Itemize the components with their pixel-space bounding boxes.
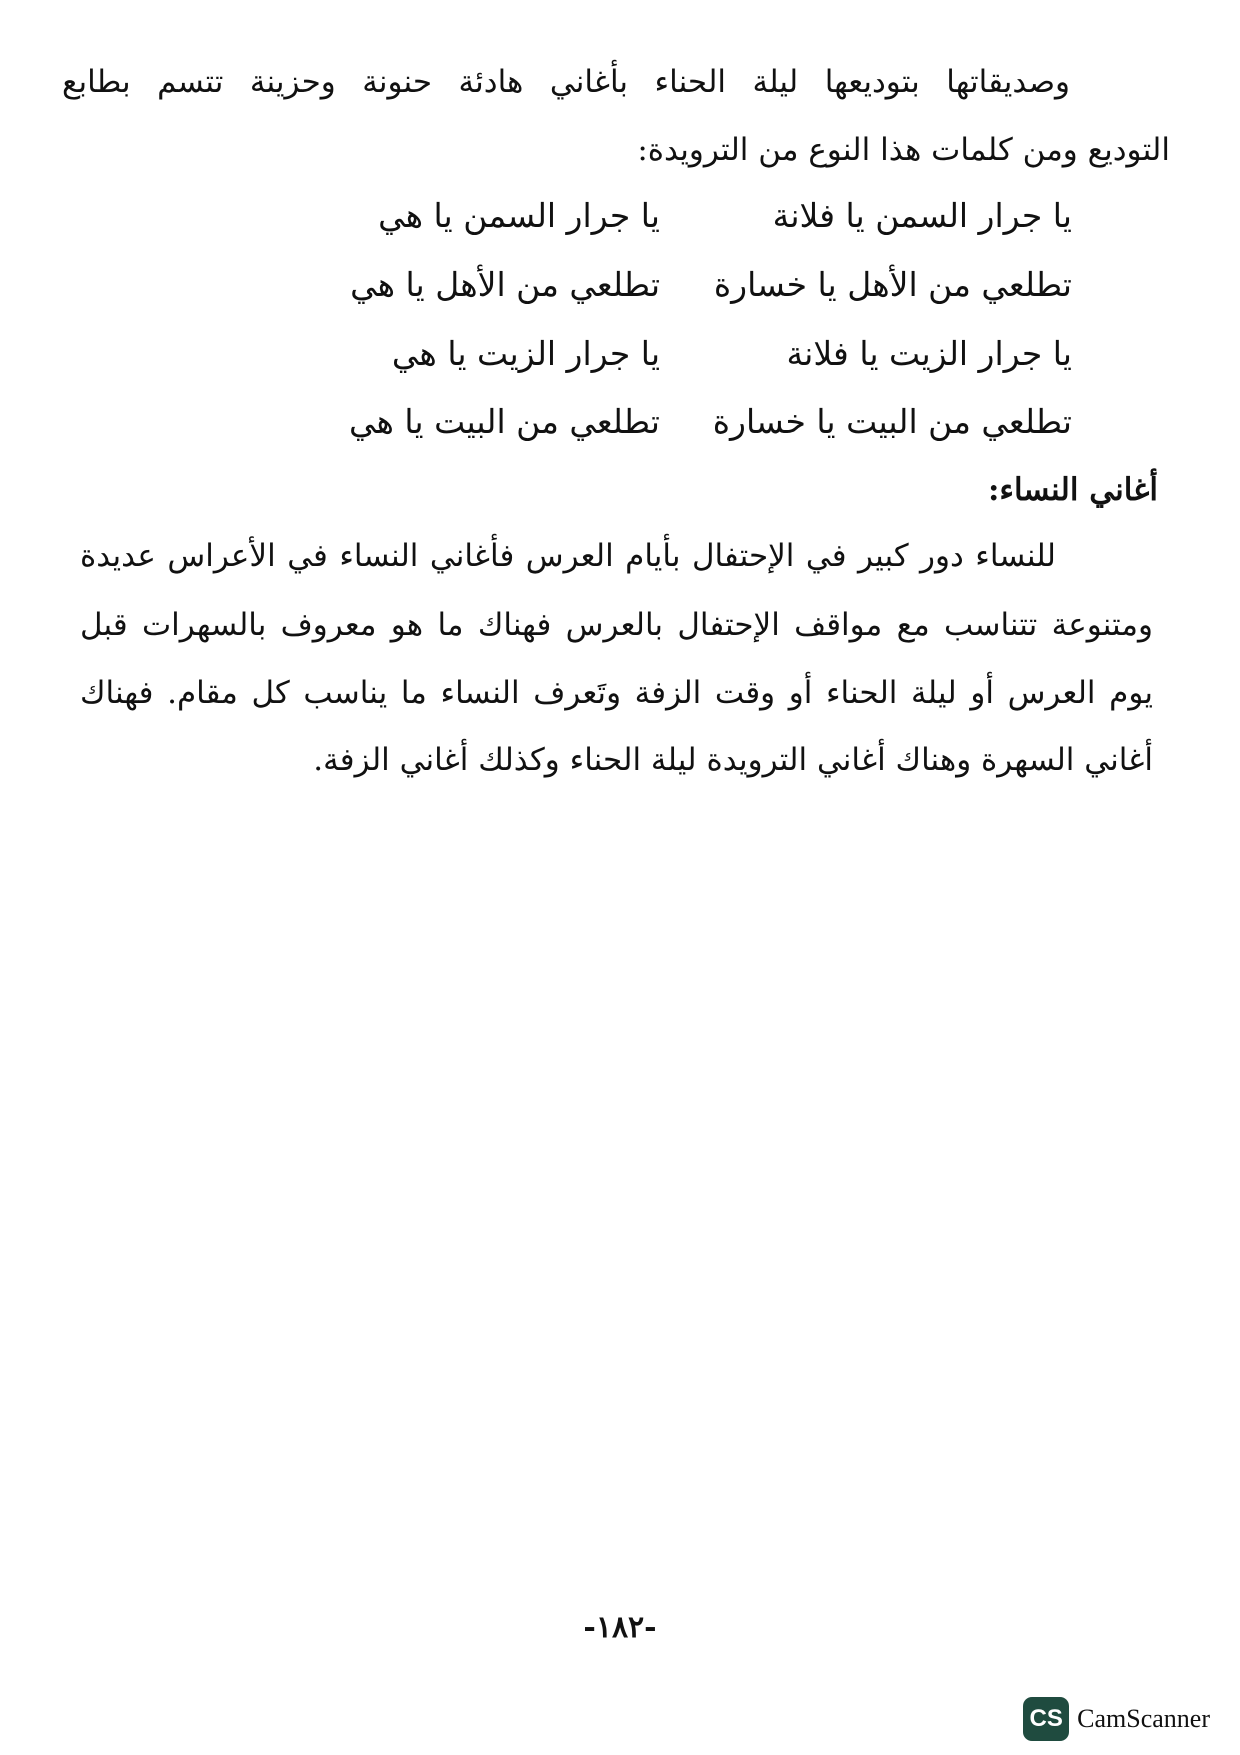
page-number: -١٨٢- [583,1610,657,1645]
paragraph-line-2: ومتنوعة تتناسب مع مواقف الإحتفال بالعرس فهناك ما هو معروف بالسهرات قبل [80,607,1153,643]
verse-1-right: يا جرار السمن يا فلانة [772,196,1072,235]
verse-4-right: تطلعي من البيت يا خسارة [712,402,1072,441]
paragraph-line-1: للنساء دور كبير في الإحتفال بأيام العرس فأغاني النساء في الأعراس عديدة [80,538,1056,574]
camscanner-badge-icon: CS [1023,1697,1069,1741]
section-heading: أغاني النساء: [987,472,1158,508]
paragraph-line-3: يوم العرس أو ليلة الحناء أو وقت الزفة وتَعرف النساء ما يناسب كل مقام. فهناك [80,675,1153,711]
verse-3-left: يا جرار الزيت يا هي [391,334,660,373]
verse-1-left: يا جرار السمن يا هي [378,196,660,235]
verse-4-left: تطلعي من البيت يا هي [348,402,660,441]
verse-2-right: تطلعي من الأهل يا خسارة [713,265,1072,304]
intro-line-1: وصديقاتها بتوديعها ليلة الحناء بأغاني هادئة حنونة وحزينة تتسم بطابع [62,64,1070,100]
camscanner-name: CamScanner [1077,1704,1210,1733]
camscanner-logo [1023,1697,1210,1741]
paragraph-line-4: أغاني السهرة وهناك أغاني الترويدة ليلة الحناء وكذلك أغاني الزفة. [313,742,1153,778]
verse-2-left: تطلعي من الأهل يا هي [350,265,660,304]
intro-line-2: التوديع ومن كلمات هذا النوع من الترويدة: [637,132,1170,168]
verse-3-right: يا جرار الزيت يا فلانة [786,334,1072,373]
